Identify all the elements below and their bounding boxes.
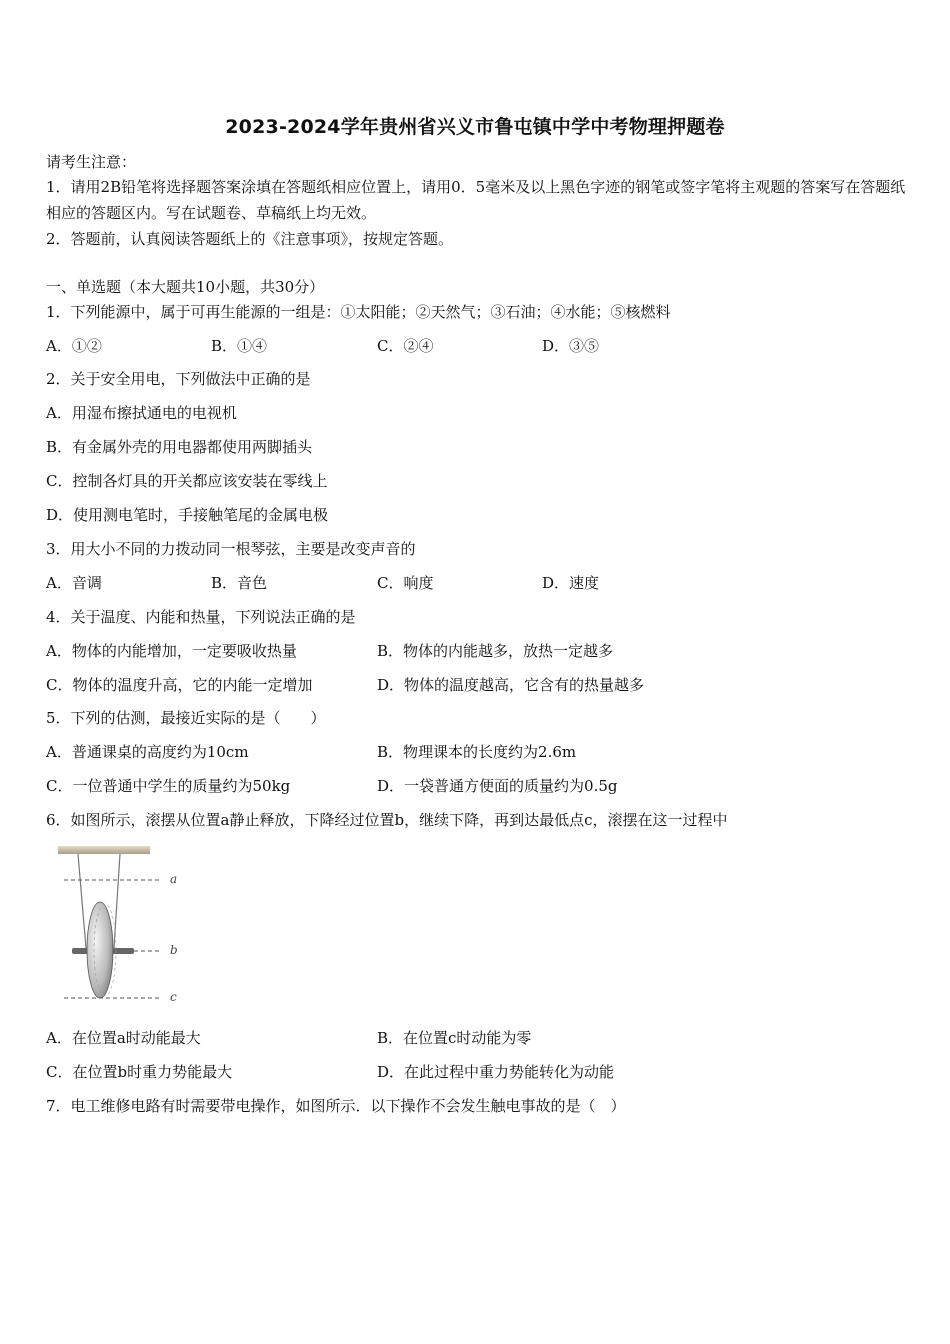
q6-option-d: D．在此过程中重力势能转化为动能 bbox=[377, 1063, 615, 1081]
q5-option-b: B．物理课本的长度约为2.6m bbox=[377, 743, 577, 761]
q3-option-b: B．音色 bbox=[211, 574, 268, 592]
q2-option-d: D．使用测电笔时，手接触笔尾的金属电极 bbox=[46, 506, 329, 524]
q4-option-a: A．物体的内能增加，一定要吸收热量 bbox=[46, 642, 297, 660]
question-7-stem: 7．电工维修电路有时需要带电操作，如图所示．以下操作不会发生触电事故的是（ ） bbox=[46, 1097, 626, 1115]
q1-option-b: B．①④ bbox=[211, 337, 268, 355]
notice-item-1: 1．请用2B铅笔将选择题答案涂填在答题纸相应位置上，请用0．5毫米及以上黑色字迹的钢笔或签字笔将主观题的答案写在答题纸相应的答题区内。写在试题卷、草稿纸上均无效。 bbox=[46, 178, 906, 222]
notice-heading: 请考生注意： bbox=[46, 153, 137, 171]
q4-option-c: C．物体的温度升高，它的内能一定增加 bbox=[46, 676, 313, 694]
support-beam bbox=[58, 846, 150, 854]
q3-option-a: A．音调 bbox=[46, 574, 102, 592]
question-6-stem: 6．如图所示，滚摆从位置a静止释放，下降经过位置b，继续下降，再到达最低点c，滚摆在这一过程中 bbox=[46, 811, 728, 829]
q5-option-a: A．普通课桌的高度约为10cm bbox=[46, 743, 249, 761]
question-4-stem: 4．关于温度、内能和热量，下列说法正确的是 bbox=[46, 608, 356, 626]
q2-option-c: C．控制各灯具的开关都应该安装在零线上 bbox=[46, 472, 328, 490]
notice-item-2: 2．答题前，认真阅读答题纸上的《注意事项》，按规定答题。 bbox=[46, 230, 454, 248]
page-title: 2023-2024学年贵州省兴义市鲁屯镇中学中考物理押题卷 bbox=[225, 116, 725, 138]
label-c: c bbox=[170, 990, 177, 1004]
section-heading: 一、单选题（本大题共10小题，共30分） bbox=[46, 278, 325, 296]
q6-option-a: A．在位置a时动能最大 bbox=[46, 1029, 201, 1047]
label-b: b bbox=[170, 943, 178, 957]
q5-option-d: D．一袋普通方便面的质量约为0.5g bbox=[377, 777, 618, 795]
string-right bbox=[114, 854, 120, 948]
q1-option-c: C．②④ bbox=[377, 337, 434, 355]
q6-option-c: C．在位置b时重力势能最大 bbox=[46, 1063, 233, 1081]
q4-option-b: B．物体的内能越多，放热一定越多 bbox=[377, 642, 614, 660]
q1-option-d: D．③⑤ bbox=[542, 337, 600, 355]
q3-option-c: C．响度 bbox=[377, 574, 434, 592]
question-5-stem: 5．下列的估测，最接近实际的是（ ） bbox=[46, 709, 326, 727]
question-3-stem: 3．用大小不同的力拨动同一根琴弦，主要是改变声音的 bbox=[46, 540, 416, 558]
question-1-stem: 1．下列能源中，属于可再生能源的一组是：①太阳能；②天然气；③石油；④水能；⑤核燃料 bbox=[46, 303, 671, 321]
question-2-stem: 2．关于安全用电，下列做法中正确的是 bbox=[46, 370, 311, 388]
q6-option-b: B．在位置c时动能为零 bbox=[377, 1029, 532, 1047]
string-left bbox=[78, 854, 86, 948]
q1-option-a: A．①② bbox=[46, 337, 102, 355]
q2-option-a: A．用湿布擦拭通电的电视机 bbox=[46, 404, 237, 422]
pendulum-disc bbox=[87, 902, 113, 998]
q4-option-d: D．物体的温度越高，它含有的热量越多 bbox=[377, 676, 645, 694]
label-a: a bbox=[170, 872, 178, 886]
q5-option-c: C．一位普通中学生的质量约为50kg bbox=[46, 777, 291, 795]
rolling-pendulum-figure bbox=[50, 842, 190, 1012]
q2-option-b: B．有金属外壳的用电器都使用两脚插头 bbox=[46, 438, 313, 456]
q3-option-d: D．速度 bbox=[542, 574, 600, 592]
